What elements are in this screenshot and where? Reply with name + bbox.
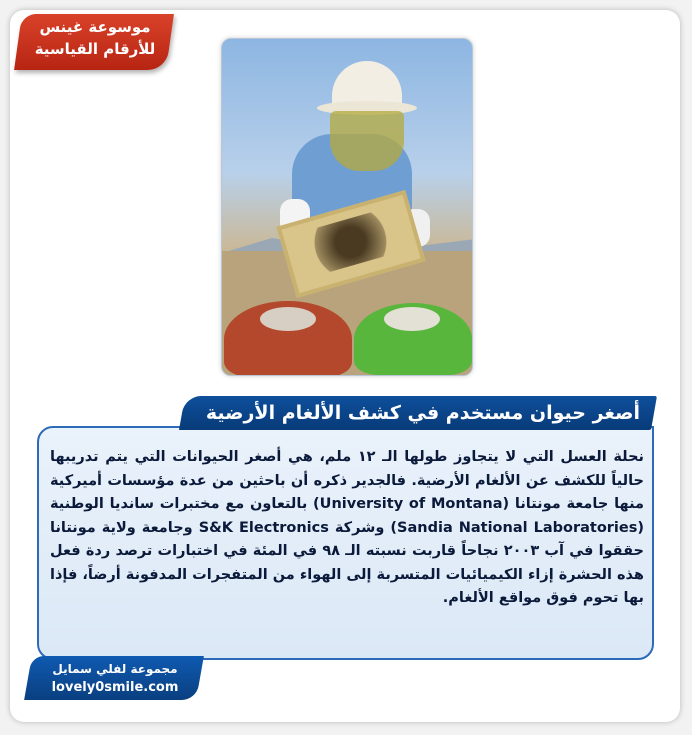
article-title: أصغر حيوان مستخدم في كشف الألغام الأرضية bbox=[205, 402, 640, 424]
red-landmine-top bbox=[260, 307, 316, 331]
beekeeper-photo bbox=[221, 38, 473, 376]
bee-cluster bbox=[301, 208, 400, 277]
badge-line-2: للأرقام القياسية bbox=[34, 40, 156, 58]
green-landmine-top bbox=[384, 307, 440, 331]
footer-site-link[interactable]: lovely0smile.com bbox=[51, 680, 179, 695]
badge-line-1: موسوعة غينس bbox=[39, 18, 151, 36]
article-body: نحلة العسل التي لا يتجاوز طولها الـ ١٢ ملم، هي أصغر الحيوانات التي يتم تدريبها حالياً للكشف عن الألغام الأرضية. فالجدير ذكره أن باحثين من عدة مؤسسات أميركية منها جامعة مونتانا (University of Montana) بالتعاون مع مختبرات سانديا الوطنية (Sandia National Laboratories) وشركة S&K Electronics وجامعة ولاية مونتانا حققوا في آب ٢٠٠٣ نجاحاً قاربت نسبته الـ ٩٨ في المئة في اختبارات ترصد ردة فعل هذه الحشرة إزاء الكيميائيات المتسربة إلى الهواء من المتفجرات المدفونة أرضاً، فإذا بها تحوم فوق مواقع الألغام. bbox=[50, 449, 645, 606]
guinness-badge-text bbox=[22, 16, 168, 68]
bee-veil bbox=[330, 111, 404, 171]
footer-group-name: مجموعة لفلي سمايل bbox=[52, 662, 178, 676]
